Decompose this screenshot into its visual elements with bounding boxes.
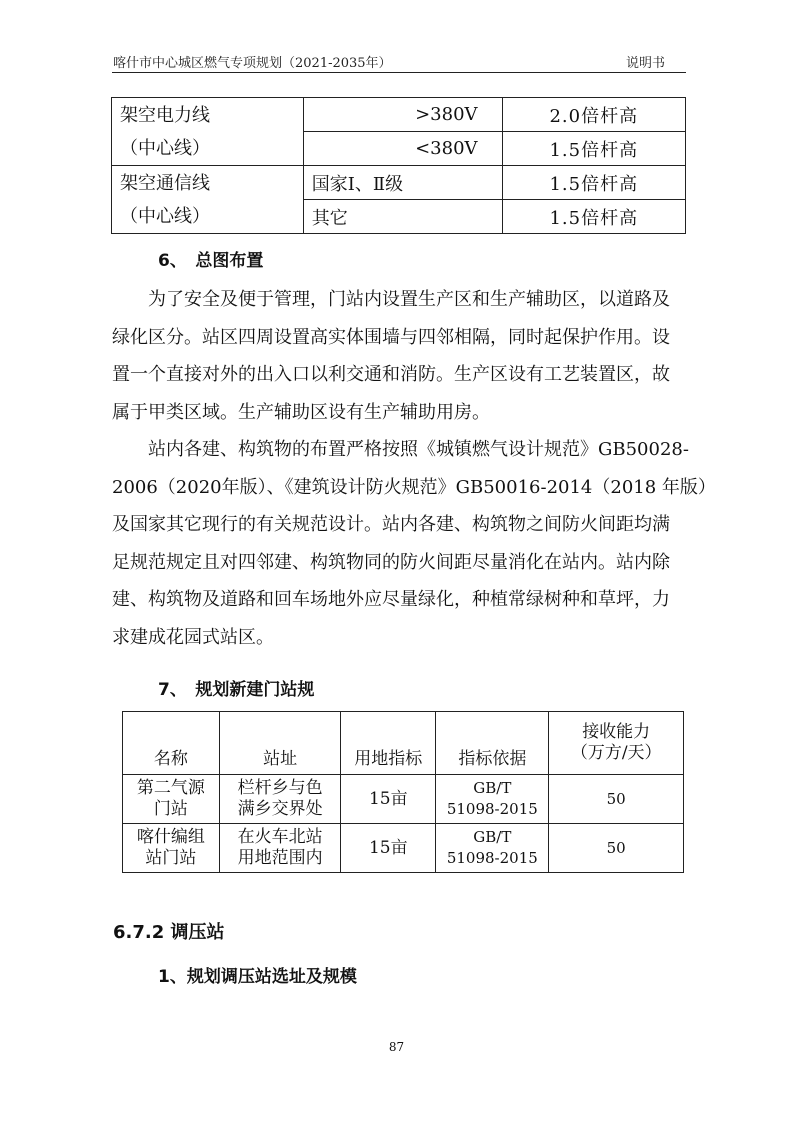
text-line: 属于甲类区域。生产辅助区设有生产辅助用房。 — [112, 401, 490, 423]
cell-text: 喀什编组 — [136, 827, 205, 847]
table-row — [123, 775, 684, 824]
cell-text: 51098-2015 — [446, 800, 538, 818]
text-line: 站内各建、构筑物的布置严格按照《城镇燃气设计规范》GB50028- — [148, 439, 689, 460]
header-doc-type: 说明书 — [625, 56, 665, 71]
text-line: 置一个直接对外的出入口以利交通和消防。生产区设有工艺装置区，故 — [112, 364, 670, 385]
cell-text: GB/T — [473, 779, 512, 797]
cell-text: （万方/天） — [570, 743, 662, 763]
table-cell: 50 — [549, 775, 684, 824]
table-cell — [123, 824, 220, 873]
text-line: 2006（2020年版）、《建筑设计防火规范》GB50016-2014（2018 年版） — [112, 476, 716, 498]
table-cell: 15亩 — [341, 775, 436, 824]
header-cell: 名称 — [123, 712, 220, 775]
cell-text: 用地范围内 — [237, 848, 323, 868]
text-line: 绿化区分。站区四周设置高实体围墙与四邻相隔，同时起保护作用。设 — [112, 326, 670, 348]
text-line: 为了安全及便于管理，门站内设置生产区和生产辅助区，以道路及 — [148, 289, 670, 310]
text-line: 及国家其它现行的有关规范设计。站内各建、构筑物之间防火间距均满 — [112, 514, 670, 535]
table-cell — [436, 775, 549, 824]
table-cell: <380V — [303, 132, 502, 166]
table-cell — [112, 166, 304, 234]
gate-station-table — [122, 711, 684, 873]
table-cell — [219, 775, 340, 824]
cell-text: 接收能力 — [582, 722, 651, 742]
table-cell — [219, 824, 340, 873]
paragraph — [112, 431, 716, 656]
text-line: 足规范规定且对四邻建、构筑物同的防火间距尽量消化在站内。站内除 — [112, 551, 670, 573]
section-heading: 6.7.2 调压站 — [113, 922, 225, 943]
header-cell: 站址 — [219, 712, 340, 775]
table-cell: 50 — [549, 824, 684, 873]
table-cell: >380V — [303, 98, 502, 132]
cell-text: 站门站 — [145, 848, 197, 868]
cell-text: 在火车北站 — [237, 827, 323, 847]
cell-text: （中心线） — [120, 137, 210, 159]
section-heading: 6、 总图布置 — [158, 251, 264, 271]
cell-text: 51098-2015 — [446, 849, 538, 867]
table-cell: 其它 — [303, 200, 502, 234]
cell-text: 满乡交界处 — [237, 799, 323, 819]
table-row — [112, 98, 686, 132]
page-number: 87 — [388, 1040, 405, 1054]
table-row — [112, 166, 686, 200]
header-cell: 指标依据 — [436, 712, 549, 775]
table-cell: 1.5倍杆高 — [502, 166, 685, 200]
table-cell — [436, 824, 549, 873]
table-row — [123, 824, 684, 873]
table-cell: 1.5倍杆高 — [502, 200, 685, 234]
cell-text: 第二气源 — [136, 778, 205, 798]
text-line: 建、构筑物及道路和回车场地外应尽量绿化，种植常绿树种和草坪，力 — [112, 589, 670, 610]
cell-text: （中心线） — [120, 205, 210, 227]
cell-text: 架空通信线 — [120, 172, 210, 194]
section-heading: 7、 规划新建门站规 — [158, 680, 315, 700]
text-line: 求建成花园式站区。 — [112, 626, 274, 648]
subsection-heading: 1、规划调压站选址及规模 — [158, 967, 357, 987]
header-rule — [112, 72, 686, 73]
header-cell — [549, 712, 684, 775]
header-title: 喀什市中心城区燃气专项规划（2021-2035年） — [113, 56, 392, 71]
table-cell — [112, 98, 304, 166]
table-cell: 国家Ⅰ、Ⅱ级 — [303, 166, 502, 200]
table-cell: 1.5倍杆高 — [502, 132, 685, 166]
table-cell: 2.0倍杆高 — [502, 98, 685, 132]
cell-text: 架空电力线 — [120, 104, 210, 126]
cell-text: GB/T — [473, 828, 512, 846]
cell-text: 栏杆乡与色 — [237, 778, 323, 798]
table-cell: 15亩 — [341, 824, 436, 873]
cell-text: 门站 — [153, 799, 188, 819]
clearance-table — [111, 97, 686, 234]
header-cell: 用地指标 — [341, 712, 436, 775]
table-header-row — [123, 712, 684, 775]
paragraph — [112, 281, 688, 431]
table-cell — [123, 775, 220, 824]
